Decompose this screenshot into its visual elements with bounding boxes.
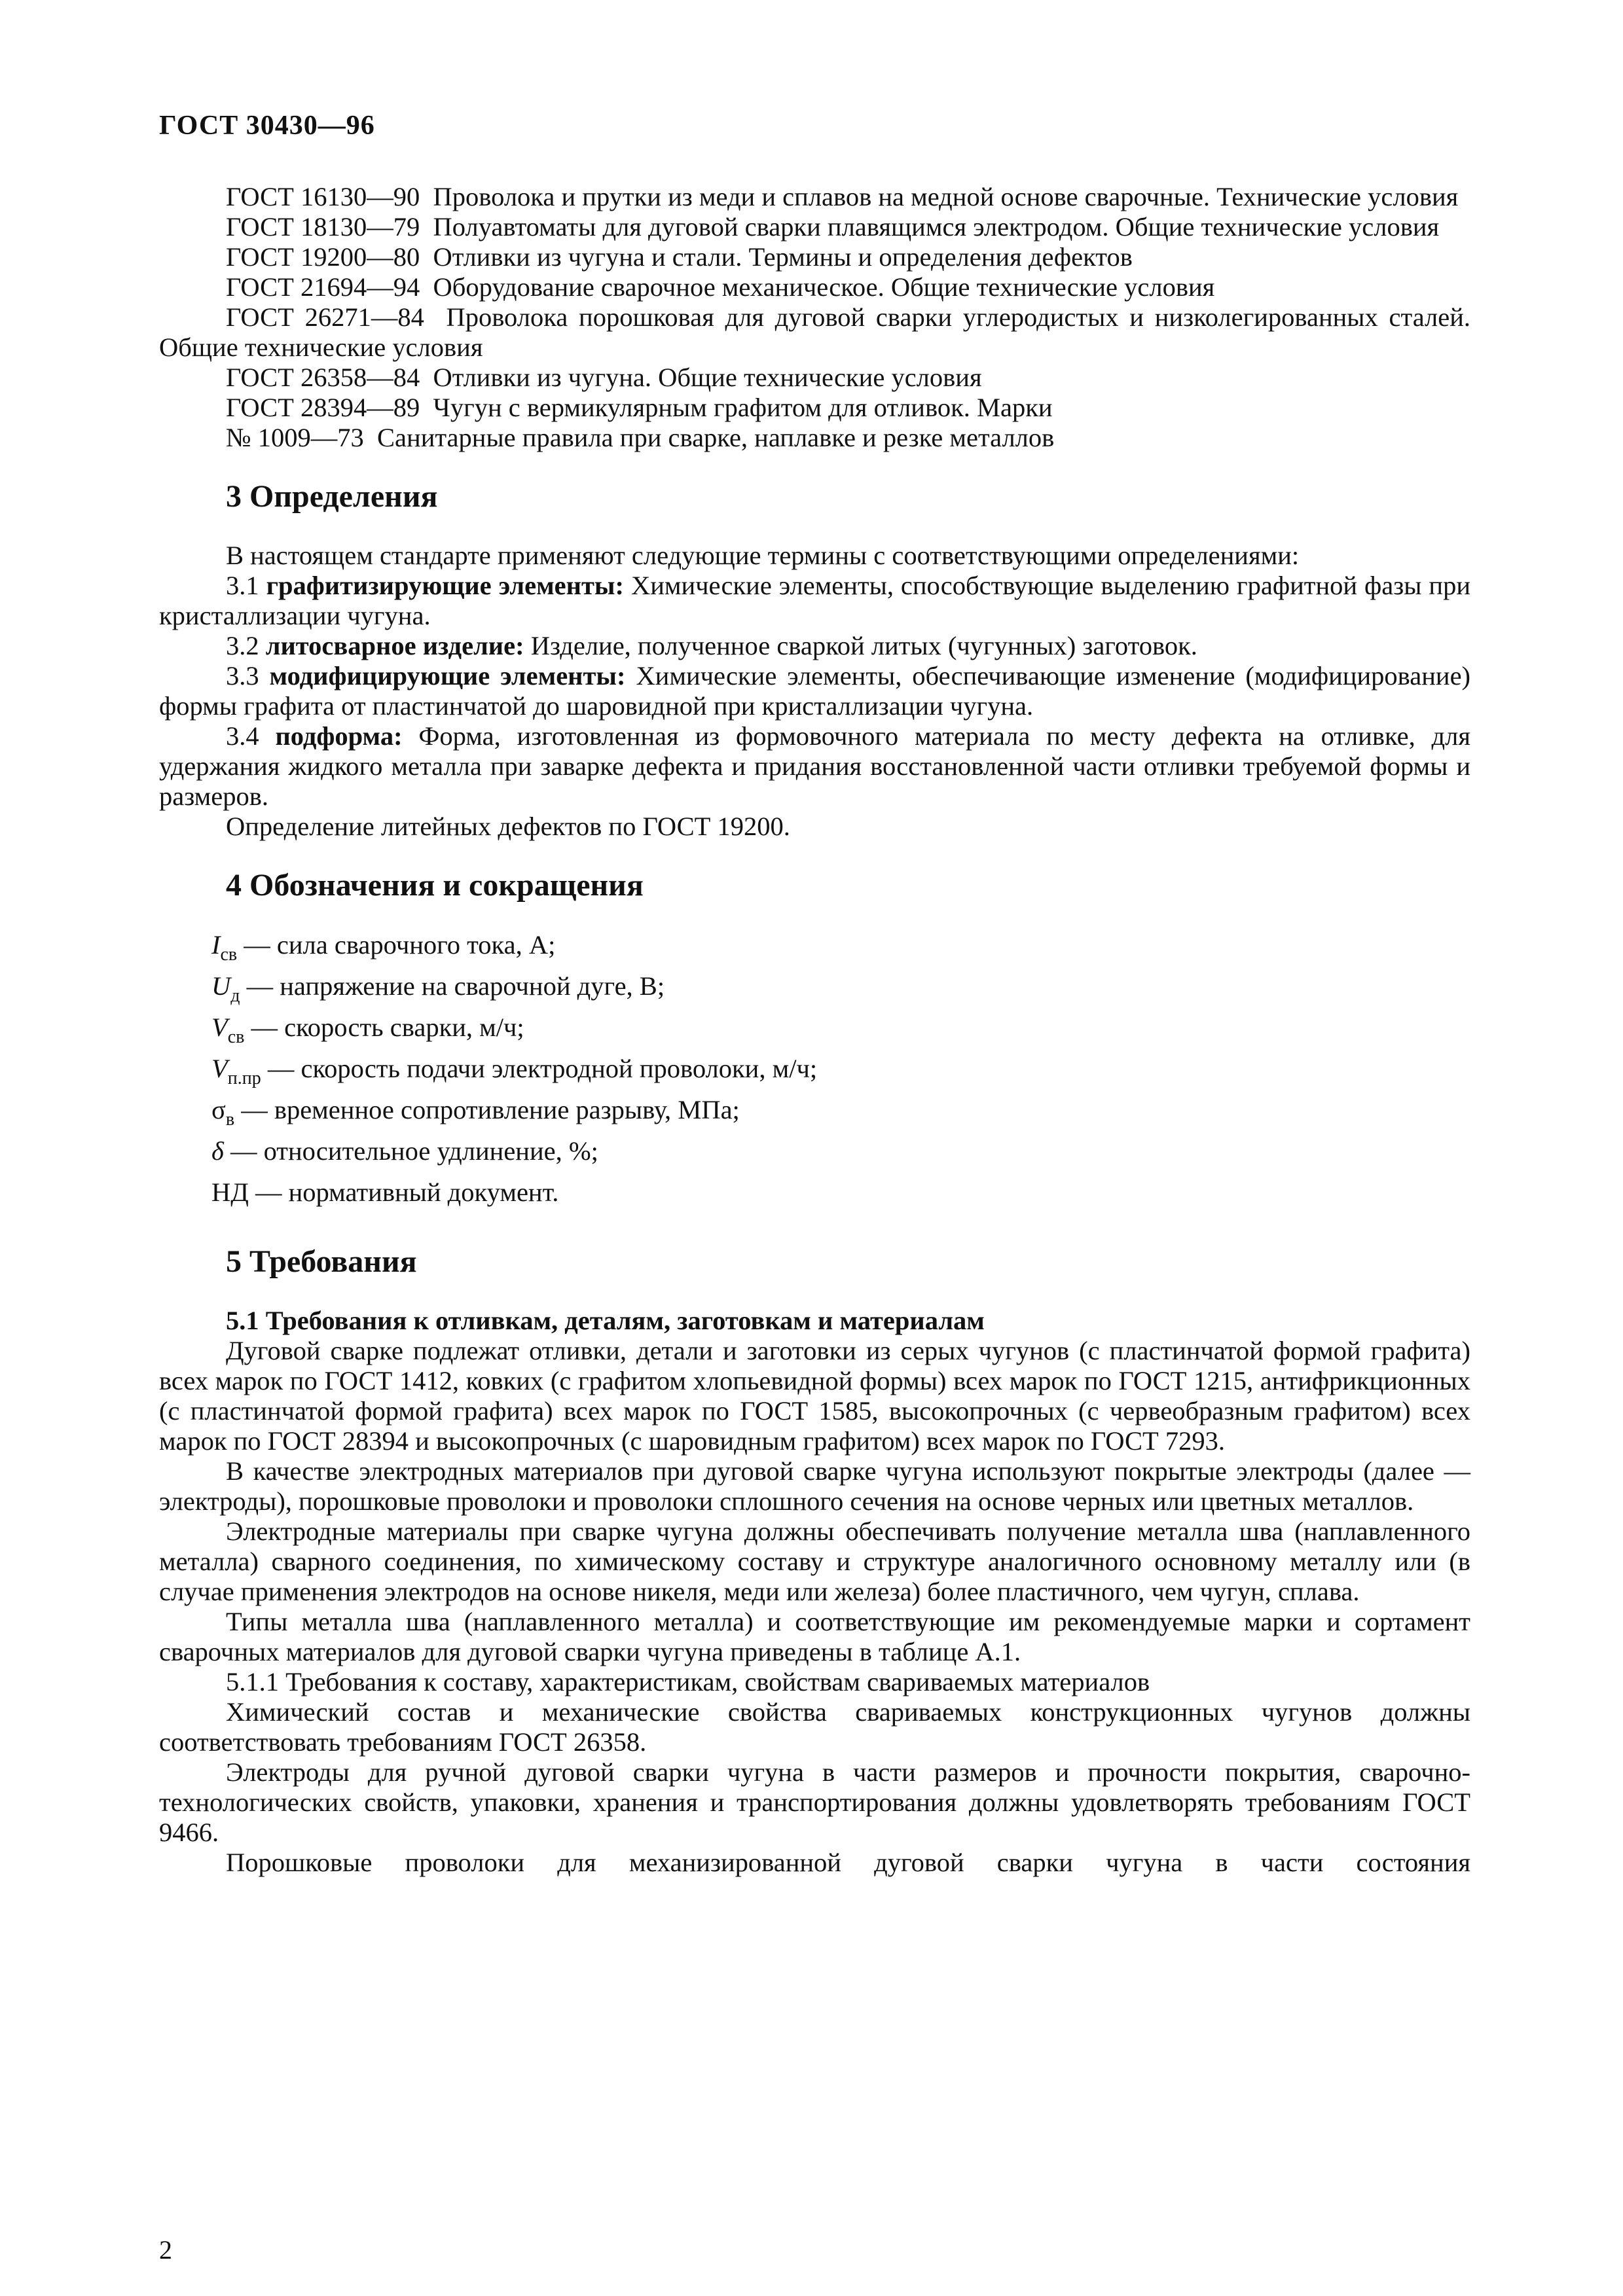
- symbol-item: δ — относительное удлинение, %;: [211, 1136, 598, 1166]
- symbol-item: $I_{св}$ — сила сварочного тока, А;: [211, 930, 556, 965]
- paragraph: Химический состав и механические свойства свариваемых конструкционных чугунов должны соответствовать требованиям ГОСТ 26358.: [159, 1697, 1470, 1757]
- subsection-5-1-title: 5.1 Требования к отливкам, деталям, заготовкам и материалам: [226, 1306, 985, 1335]
- symbol-item: $V_{п.пр}$ — скорость подачи электродной проволоки, м/ч;: [211, 1054, 818, 1088]
- definition-item: 3.1 графитизирующие элементы: Химические элементы, способствующие выделению графитной фазы при кристаллизации чугуна.: [159, 571, 1471, 630]
- section-3-intro: В настоящем стандарте применяют следующие термины с соответствующими определениями:: [226, 541, 1300, 570]
- page-header: ГОСТ 30430—96: [159, 111, 375, 141]
- reference-item: ГОСТ 18130—79 Полуавтоматы для дуговой сварки плавящимся электродом. Общие технические условия: [226, 212, 1440, 242]
- reference-list: [159, 182, 1470, 453]
- definition-item: 3.4 подформа: Форма, изготовленная из формовочного материала по месту дефекта на отливке, для удержания жидкого металла при заварке дефекта и придания восстановленной части отливки требуемой формы и размеров.: [159, 721, 1471, 811]
- symbol-list: [159, 929, 1470, 1218]
- reference-item: ГОСТ 26358—84 Отливки из чугуна. Общие технические условия: [226, 363, 982, 392]
- symbol-item: $V_{св}$ — скорость сварки, м/ч;: [211, 1013, 524, 1047]
- reference-item: ГОСТ 28394—89 Чугун с вермикулярным графитом для отливок. Марки: [226, 393, 1053, 422]
- symbol-item: НД — нормативный документ.: [211, 1177, 559, 1207]
- definition-item: 3.2 литосварное изделие: Изделие, полученное сваркой литых (чугунных) заготовок.: [226, 631, 1197, 660]
- paragraph: Электроды для ручной дуговой сварки чугуна в части размеров и прочности покрытия, сварочно-технологических свойств, упаковки, хранения и транспортирования должны удовлетворять требованиям ГОСТ 9466.: [159, 1757, 1470, 1847]
- page-content: [159, 182, 1470, 1878]
- subsection-5-1-1-title: 5.1.1 Требования к составу, характеристикам, свойствам свариваемых материалов: [226, 1667, 1150, 1696]
- section-5-title: 5 Требования: [226, 1244, 417, 1279]
- section-4-title: 4 Обозначения и сокращения: [226, 868, 644, 903]
- reference-item: ГОСТ 16130—90 Проволока и прутки из меди и сплавов на медной основе сварочные. Технические условия: [226, 182, 1459, 211]
- section-3-note: Определение литейных дефектов по ГОСТ 19200.: [226, 812, 790, 841]
- section-3-title: 3 Определения: [226, 479, 438, 514]
- paragraph: Дуговой сварке подлежат отливки, детали и заготовки из серых чугунов (с пластинчатой формой графита) всех марок по ГОСТ 1412, ковких (с графитом хлопьевидной формы) всех марок по ГОСТ 1215, антифрикционных (с пластинчатой формой графита) всех марок по ГОСТ 1585, высокопрочных (с червеобразным графитом) всех марок по ГОСТ 28394 и высокопрочных (с шаровидным графитом) всех марок по ГОСТ 7293.: [159, 1336, 1470, 1456]
- reference-item: ГОСТ 26271—84 Проволока порошковая для дуговой сварки углеродистых и низколегированных сталей. Общие технические условия: [159, 302, 1471, 362]
- section-5-heading-wrap: [159, 1218, 1470, 1306]
- reference-item: № 1009—73 Санитарные правила при сварке, наплавке и резке металлов: [226, 423, 1055, 452]
- section-3-heading-wrap: [159, 453, 1470, 541]
- definition-item: 3.3 модифицирующие элементы: Химические элементы, обеспечивающие изменение (модифицирование) формы графита от пластинчатой до шаровидной при кристаллизации чугуна.: [159, 661, 1471, 721]
- paragraph: В качестве электродных материалов при дуговой сварке чугуна используют покрытые электроды (далее — электроды), порошковые проволоки и проволоки сплошного сечения на основе черных или цветных металлов.: [159, 1456, 1470, 1516]
- section-4-heading-wrap: [159, 842, 1470, 929]
- reference-item: ГОСТ 21694—94 Оборудование сварочное механическое. Общие технические условия: [226, 272, 1215, 302]
- page-number: 2: [159, 2235, 172, 2265]
- paragraph: Порошковые проволоки для механизированной дуговой сварки чугуна в части состояния: [226, 1848, 1470, 1877]
- symbol-item: $\sigma_в$ — временное сопротивление разрыву, МПа;: [211, 1095, 740, 1130]
- paragraph: Электродные материалы при сварке чугуна должны обеспечивать получение металла шва (наплавленного металла) сварного соединения, по химическому составу и структуре аналогичного основному металлу или (в случае применения электродов на основе никеля, меди или железа) более пластичного, чем чугун, сплава.: [159, 1516, 1470, 1606]
- reference-item: ГОСТ 19200—80 Отливки из чугуна и стали. Термины и определения дефектов: [226, 242, 1133, 272]
- paragraph: Типы металла шва (наплавленного металла) и соответствующие им рекомендуемые марки и сортамент сварочных материалов для дуговой сварки чугуна приведены в таблице А.1.: [159, 1607, 1470, 1666]
- symbol-item: $U_д$ — напряжение на сварочной дуге, В;: [211, 971, 665, 1006]
